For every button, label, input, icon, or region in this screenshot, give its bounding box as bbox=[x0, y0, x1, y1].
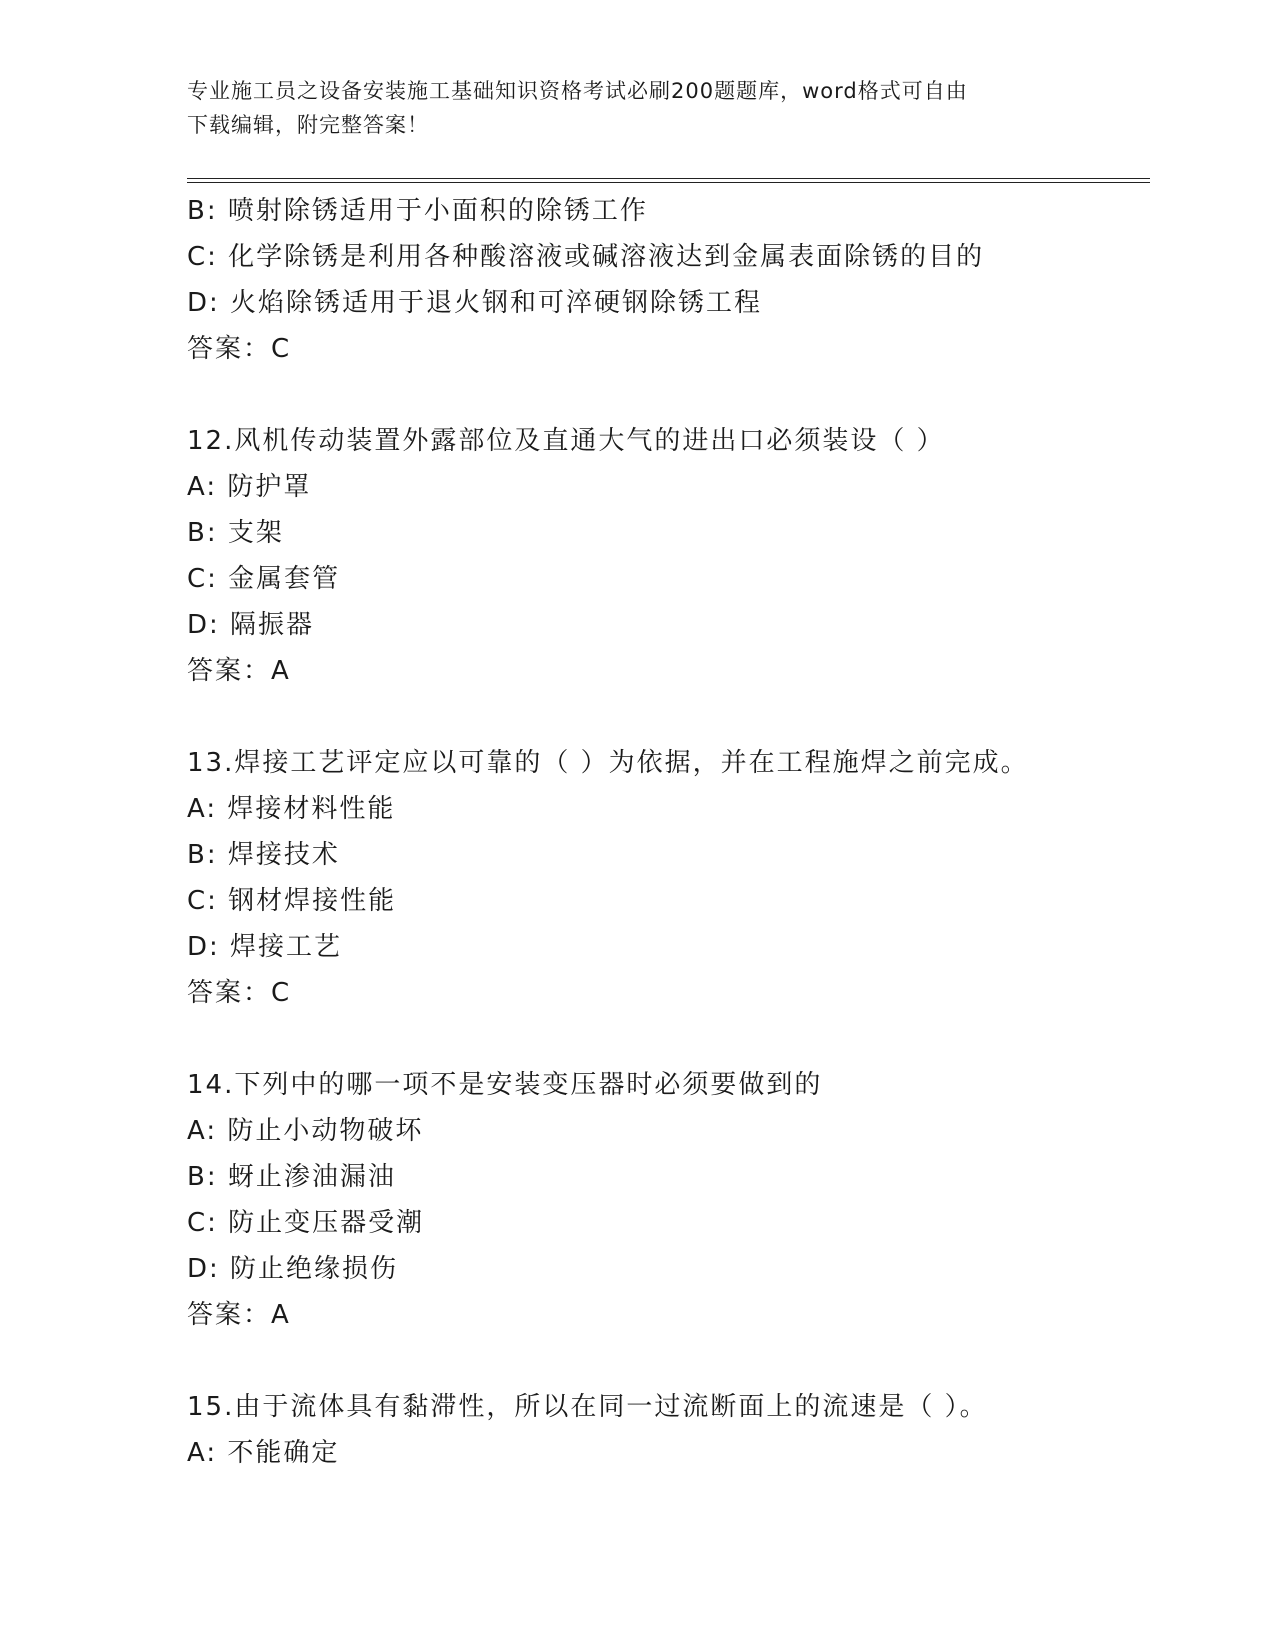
header-line-2: 下载编辑，附完整答案！ bbox=[187, 113, 429, 137]
header-divider-bottom bbox=[187, 182, 1150, 183]
answer: 答案：C bbox=[187, 334, 292, 364]
option-c: C: 金属套管 bbox=[187, 564, 341, 594]
option-a: A: 不能确定 bbox=[187, 1438, 340, 1468]
spacer bbox=[187, 694, 1147, 740]
question-text: 14.下列中的哪一项不是安装变压器时必须要做到的 bbox=[187, 1070, 823, 1100]
question-text: 12.风机传动装置外露部位及直通大气的进出口必须装设（ ） bbox=[187, 426, 945, 456]
option-b: B: 蚜止渗油漏油 bbox=[187, 1162, 396, 1192]
spacer bbox=[187, 372, 1147, 418]
option-a: A: 焊接材料性能 bbox=[187, 794, 396, 824]
question-14 bbox=[187, 1062, 1147, 1338]
option-b: B: 喷射除锈适用于小面积的除锈工作 bbox=[187, 196, 648, 226]
header-divider-top bbox=[187, 178, 1150, 179]
document-header bbox=[187, 74, 1087, 142]
option-a: A: 防护罩 bbox=[187, 472, 312, 502]
question-11-continued bbox=[187, 188, 1147, 372]
question-list bbox=[187, 188, 1147, 1476]
header-line-1: 专业施工员之设备安装施工基础知识资格考试必刷200题题库，word格式可自由 bbox=[187, 79, 968, 103]
answer: 答案：A bbox=[187, 656, 291, 686]
option-b: B: 焊接技术 bbox=[187, 840, 340, 870]
answer: 答案：C bbox=[187, 978, 292, 1008]
option-a: A: 防止小动物破坏 bbox=[187, 1116, 424, 1146]
option-b: B: 支架 bbox=[187, 518, 284, 548]
option-c: C: 化学除锈是利用各种酸溶液或碱溶液达到金属表面除锈的目的 bbox=[187, 242, 985, 272]
option-d: D: 焊接工艺 bbox=[187, 932, 343, 962]
option-d: D: 隔振器 bbox=[187, 610, 315, 640]
question-text: 13.焊接工艺评定应以可靠的（ ）为依据，并在工程施焊之前完成。 bbox=[187, 748, 1029, 778]
option-d: D: 火焰除锈适用于退火钢和可淬硬钢除锈工程 bbox=[187, 288, 763, 318]
question-13 bbox=[187, 740, 1147, 1016]
question-15 bbox=[187, 1384, 1147, 1476]
answer: 答案：A bbox=[187, 1300, 291, 1330]
option-c: C: 钢材焊接性能 bbox=[187, 886, 397, 916]
question-text: 15.由于流体具有黏滞性，所以在同一过流断面上的流速是（ ）。 bbox=[187, 1392, 988, 1422]
spacer bbox=[187, 1338, 1147, 1384]
option-d: D: 防止绝缘损伤 bbox=[187, 1254, 399, 1284]
question-12 bbox=[187, 418, 1147, 694]
spacer bbox=[187, 1016, 1147, 1062]
option-c: C: 防止变压器受潮 bbox=[187, 1208, 425, 1238]
